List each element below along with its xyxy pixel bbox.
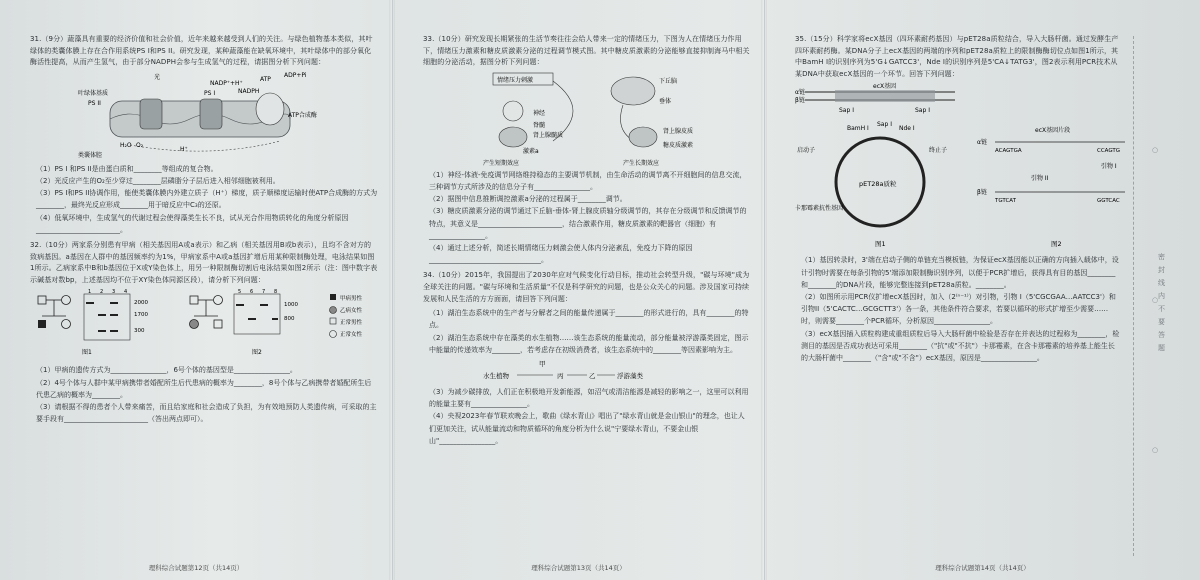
- fig-label-atp: ATP: [260, 75, 271, 83]
- fig35-ecx-fragment: ecX基因片段: [1035, 127, 1071, 135]
- legend-b: 乙病女性: [340, 308, 363, 315]
- fig-label-nadph: NADPH: [238, 87, 260, 95]
- seal-margin: [1133, 36, 1184, 556]
- chloroplast-diagram: [30, 71, 378, 161]
- seal-mark-1: ○: [1152, 146, 1159, 154]
- svg-text:2: 2: [100, 289, 104, 296]
- page-12-footer: 理科综合试题第12页（共14页）: [148, 564, 244, 572]
- q34-sub-4: （4）央视2023年春节联欢晚会上，歌曲《绿水青山》唱出了"绿水青山就是金山银山"的理念，也让人们更加关注，试从能量流动和物质循环的角度分析为什么说"宁要绿水青山，不要金山银山"________________。: [429, 412, 745, 445]
- fig33-cortex: 肾上腺皮质: [663, 127, 694, 135]
- fig33-pituitary: 垂体: [659, 97, 672, 105]
- fig-label-atp-synthase: ATP合成酶: [288, 111, 317, 119]
- q34-sub-2: （2）湖泊生态系统中存在藻类的水生植物……该生态系统的能量流动，部分能量被浮游藻类固定，图示中能量的传递效率为________，若考虑存在初级消费者，该生态系统中的________等因素影响为主。: [429, 333, 749, 354]
- fig35-primer2: 引物 II: [1031, 175, 1049, 183]
- page-13-footer: 理科综合试题第13页（共14页）: [531, 564, 626, 572]
- question-35-stem: 35.（15分）科学家将ecX基因（四环素耐药基因）与pET28a质粒结合，导入大肠杆菌。通过发酵生产四环素耐药酶。某DNA分子上ecX基因的两端的序列和pET28a质粒上的限制酶酶切位点如图1所示，其中BamH I的识别序列为5'G↓GATCC3'，Nde I的识别序列是5'CA↓TATG3'，图2表示利用PCR技术从某DNA中获取ecX基因的一个环节。回答下列问题：: [795, 35, 1119, 78]
- svg-text:7: 7: [262, 289, 266, 296]
- fig2-caption: 图2: [252, 349, 262, 357]
- svg-text:3: 3: [112, 289, 116, 296]
- seal-mark-3: ○: [1152, 446, 1159, 454]
- fig-label-proton: H⁺: [180, 145, 188, 153]
- fig1-caption: 图1: [82, 349, 92, 357]
- q33-sub-1: （1）神经-体液-免疫调节网络维持稳态的主要调节机制，由生命活动的调节离不开细胞间的信息交流，三种调节方式所涉及的信息分子有________________。: [429, 170, 747, 191]
- fig33-long-term: 产生长期效应: [623, 159, 660, 167]
- fig-label-lumen: 类囊体腔: [78, 151, 103, 159]
- legend-a: 甲病男性: [340, 296, 363, 303]
- svg-text:6: 6: [250, 289, 254, 296]
- page-14: [764, 0, 1200, 580]
- fig35-beta: β链: [795, 97, 805, 105]
- q33-sub-2: （2）据图中信息推断调控激素a分泌的过程属于________调节。: [429, 195, 627, 204]
- fig35-seq4: GGTCAC: [1097, 198, 1120, 205]
- q32-sub-1: （1）甲病的遗传方式为________________，6号个体的基因型是________________。: [36, 366, 297, 375]
- bp-300: 300: [134, 328, 145, 335]
- fig-label-ps2: PS II: [88, 99, 101, 107]
- fig35-sap1-b: Sap I: [915, 107, 930, 115]
- fig35-plasmid: pET28a质粒: [859, 180, 897, 189]
- question-31-stem: 31.（9分）蔬藻具有重要的经济价值和社会价值，近年来越来越受到人们的关注。与绿色植物基本类似，其叶绿体的类囊体膜上存在合作用系统PS I和PS II。研究发现，某种蔬藻能在缺氧环境中，其叶绿体中的部分氧化酶活性提高，从而产生氢气，由于部分NADPH会参与生成氢气的过程，请据图分析下列问题：: [30, 35, 373, 67]
- q31-sub-1: （1）PS I 和PS II是由蛋白质和________等组成的复合物。: [36, 164, 218, 173]
- fig35-alpha: α链: [795, 89, 805, 97]
- fig33-nerve: 神经: [533, 109, 546, 117]
- fig35-ecx: ecX基因: [873, 83, 897, 91]
- fig-label-h2o: H₂O: [120, 141, 132, 149]
- fig35-fig2-cap: 图2: [1051, 240, 1062, 249]
- fig35-fig1-cap: 图1: [875, 240, 886, 249]
- fig35-seq3: TGTCAT: [995, 198, 1016, 205]
- bp-1700: 1700: [134, 312, 148, 319]
- seal-text: 密 封 线 内 不 要 答 题: [1158, 253, 1165, 352]
- q35-sub-3: （3）ecX基因插入质粒构建成重组质粒后导入大肠杆菌中检验是否存在并表达的过程称为________，检测目的基因是否成功表达可采用________（"抗"或"不抗"）卡那霉素，在含卡那霉素的培养基上能生长的大肠杆菌中________（"含"或"不含"）ecX基因，原因是________________。: [801, 329, 1120, 362]
- fig35-primer1: 引物 I: [1101, 163, 1117, 171]
- fig35-pcr-beta: β链: [977, 189, 987, 197]
- fw-aquatic-plant: 水生植物: [483, 372, 509, 380]
- fw-algae: 浮游藻类: [617, 372, 643, 380]
- fw-jia: 甲: [539, 360, 546, 368]
- fw-bing: 丙: [557, 372, 564, 380]
- pedigree-figures: [30, 288, 378, 362]
- q32-sub-2: （2）4号个体与人群中某甲病携带者婚配所生后代患病的概率为________，8号个体与乙病携带者婚配所生后代患乙病的概率为________。: [36, 378, 372, 399]
- fig35-sap1-a: Sap I: [839, 107, 854, 115]
- fig-label-ps1: PS I: [204, 89, 216, 97]
- page-12: [0, 0, 392, 580]
- fig-label-stroma: 叶绿体基质: [78, 89, 109, 97]
- q33-sub-3: （3）糖皮质激素分泌的调节通过下丘脑-垂体-肾上腺皮质轴分级调节的，其存在分级调节和反馈调节的特点，其意义是________________________，结合激素作用，糖皮质激素的靶器官（细胞）有________________。: [429, 207, 747, 240]
- fig33-short-term: 产生短期效应: [483, 159, 520, 167]
- fig-label-adp: ADP+Pi: [284, 71, 307, 79]
- fw-yi: 乙: [589, 372, 596, 380]
- q31-sub-4: （4）低氧环境中，生成氢气的代谢过程会使得藻类生长不良，试从光合作用物质转化的角度分析原因________________________。: [36, 213, 349, 234]
- fig35-bamh1: BamH I: [847, 125, 869, 133]
- svg-text:4: 4: [124, 289, 128, 296]
- legend-d: 正常女性: [340, 332, 363, 339]
- bp-2000: 2000: [134, 300, 148, 307]
- question-34-stem: 34.（10分）2015年，我国提出了2030年应对气候变化行动目标，推动社会转型升级，"碳与环境"成为全球关注的问题。"碳与环境和生活质量"不仅是科学研究的问题，也是公众关心的问题。涉及国家可持续发展和人民生活的方方面面，请回答下列问题：: [423, 271, 750, 303]
- q35-sub-2: （2）如图所示用PCR仪扩增ecX基因时，加入（2⁽ⁿ⁻¹⁾）对引物，引物 I（5'CGCGAA…AATCC3'）和引物II（5'CACTC…GCGCTT3'）各一条，其他条件符合要求，若要以循环的形式扩增至少需要……时，则需要________个PCR循环，分析原因________________。: [801, 292, 1116, 326]
- fig33-stimulus: 情绪压力刺激: [497, 76, 534, 84]
- q32-sub-3: （3）请根据不得的患者个人带来痛苦，而且给家庭和社会造成了负担，为有效地预防人类遗传病，可采取的主要手段有________________________（答出两点即可）。: [36, 402, 377, 424]
- fig-label-nadp: NADP⁺+H⁺: [210, 79, 243, 87]
- fig-label-light: 光: [154, 73, 161, 81]
- q31-sub-2: （2）光反应产生的O₂至少穿过________层磷脂分子层后进入相邻细胞被利用。: [36, 176, 280, 185]
- svg-text:8: 8: [274, 289, 278, 296]
- fig-label-o2: O₂: [136, 141, 144, 149]
- fig35-kanr: 卡那霉素抗性基因: [795, 205, 844, 213]
- plasmid-diagram: [795, 82, 1120, 252]
- page-14-footer: 理科综合试题第14页（共14页）: [935, 564, 1030, 572]
- fig35-seq1: ACAGTGA: [995, 148, 1022, 155]
- fig35-nde1: Nde I: [899, 125, 915, 133]
- bp-800: 800: [284, 316, 295, 323]
- svg-text:5: 5: [238, 289, 242, 296]
- food-web-diagram: [423, 358, 750, 384]
- q33-sub-4: （4）通过上述分析，简述长期情绪压力刺激会使人体内分泌紊乱，免疫力下降的原因________________________________。: [429, 244, 693, 265]
- hpa-axis-diagram: [423, 71, 750, 167]
- q31-sub-3: （3）PS I和PS II协调作用，能使类囊体膜内外建立质子（H⁺）梯度，质子顺梯度运输时使ATP合成酶的方式为________，最终光反应形成________用于暗反应中C₃的还原。: [36, 189, 378, 210]
- fig33-hormone-a: 激素a: [523, 147, 539, 155]
- bp-1000: 1000: [284, 302, 298, 309]
- svg-text:1: 1: [88, 289, 92, 296]
- fig35-sap1-c: Sap I: [877, 121, 892, 129]
- fig35-terminator: 终止子: [929, 147, 948, 155]
- fig35-seq2: CCAGTG: [1097, 148, 1121, 155]
- fig33-glucocorticoid: 糖皮质激素: [663, 141, 694, 149]
- legend-c: 正常男性: [340, 320, 363, 327]
- fig35-pcr-alpha: α链: [977, 139, 987, 147]
- page-13: [392, 0, 764, 580]
- question-33-stem: 33.（10分）研究发现长期紧张的生活节奏往往会给人带来一定的情绪压力，下图为人在情绪压力作用下，情绪压力激素和糖皮质激素分泌的过程调节模式图。其中糖皮质激素的分泌能够直接抑制海马中相关细胞的分泌活动，据图分析下列问题：: [423, 35, 750, 67]
- fold-line-2: [761, 0, 767, 580]
- fig33-hypothalamus: 下丘脑: [659, 77, 678, 85]
- q35-sub-1: （1）基因转录时，3'端在启动子侧的单链充当模板链，为保证ecX基因能以正确的方向插入载体中，设计引物时需要在每条引物的5'端添加限制酶识别序列，以便于PCR扩增后，获得具有目的基因________和________的DNA片段，能够完整连接到pET28a质粒。________。: [801, 256, 1119, 289]
- fig33-medulla: 肾上腺髓质: [533, 131, 564, 139]
- question-32-stem: 32.（10分）两家系分别患有甲病（相关基因用A或a表示）和乙病（相关基因用B或b表示），且均不含对方的致病基因。a基因在人群中的基因频率约为1%，甲病家系中A或a基因扩增后用某种限制酶处理，电泳结果如图1所示。乙病家系中B和b基因位于X或Y染色体上，用另一种限制酶切割后电泳结果如图2所示（注：图中数字表示碱基对数bp，上述基因均不位于XY染色体同源区段），请分析下列问题：: [30, 241, 378, 284]
- seal-mark-2: ○: [1152, 296, 1159, 304]
- fig35-promoter: 启动子: [797, 147, 816, 155]
- q34-sub-3: （3）为减少碳排放，人们正在积极地开发新能源，如沼气或清洁能源是减轻的影响之一，这里可以利用的能量主要有________________。: [429, 388, 749, 409]
- fig33-spinal: 脊髓: [533, 121, 546, 129]
- fold-line-1: [389, 0, 395, 580]
- q34-sub-1: （1）湖泊生态系统中的生产者与分解者之间的能量传递属于________的形式进行的，具有________的特点。: [429, 309, 749, 330]
